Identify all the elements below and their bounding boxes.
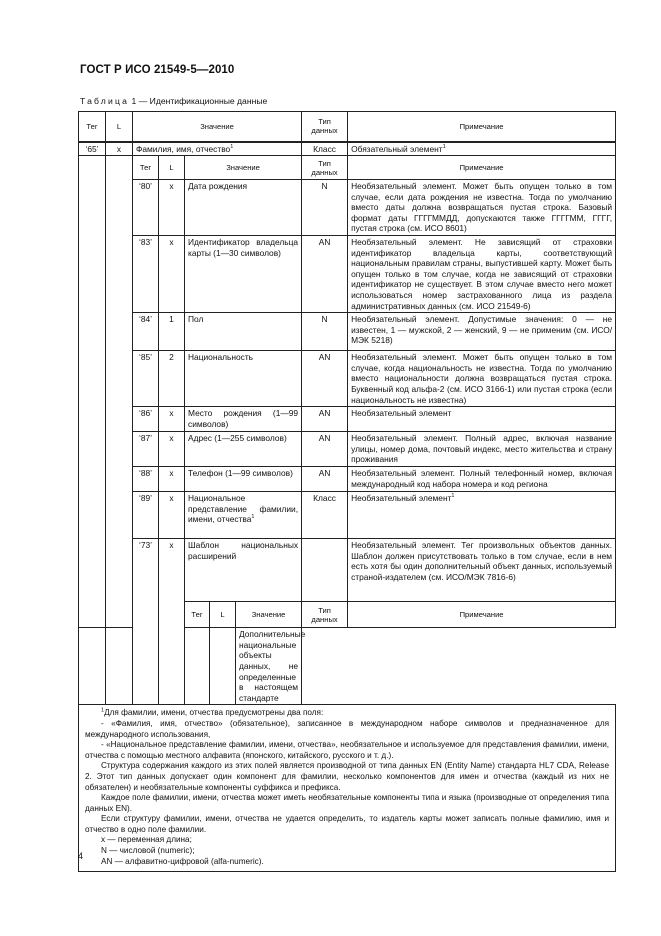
row-tag: ‘88’ <box>133 467 159 492</box>
table-row <box>79 313 616 351</box>
row-len: x <box>159 432 185 467</box>
row-len: x <box>159 236 185 313</box>
nested-header-type: Тип данных <box>302 156 348 180</box>
row-type: AN <box>302 432 348 467</box>
inner-header-value: Значение <box>236 602 302 628</box>
header-value: Значение <box>133 112 302 142</box>
table-header-row <box>79 112 616 142</box>
footnote-line: Для фамилии, имени, отчества предусмотрены два поля: <box>104 708 324 718</box>
row-note <box>348 492 616 539</box>
inner-header-tag: Тег <box>185 602 210 628</box>
header-type: Тип данных <box>302 112 348 142</box>
row-tag: ‘86’ <box>133 407 159 432</box>
row-tag: ‘80’ <box>133 180 159 236</box>
row-value: Телефон (1—99 символов) <box>185 467 302 492</box>
footnote-text: AN — алфавитно-цифровой (alfa-numeric). <box>101 856 264 866</box>
row-len: x <box>159 467 185 492</box>
row-value: Дата рождения <box>185 180 302 236</box>
row-note: Необязательный элемент. Тег произвольных объектов данных. Шаблон должен присутствовать только в том случае, если в нем есть хотя бы один дополнительный объект данных, используемый страной-издателем (см. ИСО/МЭК 7816-6) <box>348 539 616 602</box>
footnote-text: N — числовой (numeric); <box>101 846 195 856</box>
nested-header-row <box>79 156 616 180</box>
table-row <box>79 407 616 432</box>
header-note: Примечание <box>348 112 616 142</box>
table-row <box>79 467 616 492</box>
footnote-ref: 1 <box>451 493 455 500</box>
table-row <box>79 180 616 236</box>
row-note: Необязательный элемент. Полный адрес, включая название улицы, номер дома, почтовый индекс, место жительства и страну проживания <box>348 432 616 467</box>
row-note: Необязательный элемент. Не зависящий от страховки идентификатор владельца карты, соответствующий национальным правилам страны, выпустившей карту. Может быть опущен только в том случае, когда не зависящий от страховки идентификатор не существует. В этом случае вместо него может использоваться номер застрахованного лица из раздела административных данных (см. ИСО 21549-6) <box>348 236 616 313</box>
footnote-text: Каждое поле фамилии, имени, отчества может иметь необязательные компоненты типа и языка (производные от определения типа данных EN). <box>85 793 610 813</box>
row-value-text: Национальное представление фамилии, имени, отчества <box>188 493 299 525</box>
footnote-mark: 1 <box>101 707 105 714</box>
row-type: AN <box>302 467 348 492</box>
row-type: AN <box>302 407 348 432</box>
nested-header-len: L <box>159 156 185 180</box>
row-type: Класс <box>302 142 348 156</box>
row-type: Класс <box>302 492 348 539</box>
row-tag: ‘83’ <box>133 236 159 313</box>
row-type: AN <box>302 351 348 407</box>
row-tag: ‘85’ <box>133 351 159 407</box>
row-value: Пол <box>185 313 302 351</box>
row-value-text: Фамилия, имя, отчество <box>136 143 231 154</box>
row-tag: ‘73’ <box>133 539 159 705</box>
row-type <box>302 539 348 602</box>
table-row <box>79 142 616 156</box>
row-value: Место рождения (1—99 символов) <box>185 407 302 432</box>
inner-header-note: Примечание <box>348 602 616 628</box>
row-note <box>348 142 616 156</box>
table-caption-label: Таблица <box>80 96 130 106</box>
outer-indent-cell <box>79 156 106 628</box>
nested-header-value: Значение <box>185 156 302 180</box>
row-type: N <box>302 180 348 236</box>
table-row <box>79 492 616 539</box>
row-tag: ‘87’ <box>133 432 159 467</box>
row-note: Необязательный элемент <box>348 407 616 432</box>
row-value <box>133 142 302 156</box>
table-row <box>79 432 616 467</box>
row-tag: ‘65’ <box>79 142 106 156</box>
row-note: Дополнительные национальные объекты данных, не определенные в настоящем стандарте <box>236 628 302 705</box>
table-row <box>79 236 616 313</box>
empty-cell <box>106 628 133 705</box>
row-value: Идентификатор владельца карты (1—30 символов) <box>185 236 302 313</box>
row-type: N <box>302 313 348 351</box>
row-note-text: Обязательный элемент <box>351 143 443 154</box>
row-note: Необязательный элемент. Может быть опущен только в том случае, когда национальность не известна. Тогда по умолчанию вместо национальности должна возвращаться пустая строка. Буквенный код альфа-2 (см. ИСО 3166-1) или пустая строка (если национальность не известна) <box>348 351 616 407</box>
inner-header-len: L <box>210 602 236 628</box>
nested-header-tag: Тег <box>133 156 159 180</box>
empty-cell <box>185 628 210 705</box>
row-note: Необязательный элемент. Допустимые значения: 0 — не известен, 1 — мужской, 2 — женский, 9 — не применим (см. ИСО/МЭК 5218) <box>348 313 616 351</box>
row-len: 2 <box>159 351 185 407</box>
table-row <box>79 539 616 602</box>
footnote-ref: 1 <box>442 143 446 150</box>
row-len: x <box>159 539 185 705</box>
row-value: Шаблон национальных расширений <box>185 539 302 602</box>
row-len: x <box>159 180 185 236</box>
page-number: 4 <box>78 851 84 861</box>
outer-indent-cell <box>106 156 133 628</box>
header-len: L <box>106 112 133 142</box>
inner-header-type: Тип данных <box>302 602 348 628</box>
footnotes-row <box>79 705 616 872</box>
footnote-text <box>85 708 609 719</box>
nested-header-note: Примечание <box>348 156 616 180</box>
footnote-text: Структура содержания каждого из этих полей является производной от типа данных EN (Entity Name) стандарта HL7 CDA, Release 2. Этот тип данных допускает один компонент для фамилии, несколько компонентов для имен и отчества (каждый из них не обязателен) и необязательные компоненты суффикса и префикса. <box>85 761 610 792</box>
footnote-text: x — переменная длина; <box>101 835 192 845</box>
row-value: Национальность <box>185 351 302 407</box>
row-tag: ‘84’ <box>133 313 159 351</box>
footnote-text: - «Национальное представление фамилии, имени, отчества», необязательное и используемое для представления фамилии, имени, отчества с помощью местного алфавита (японского, китайского, русского и т. д.). <box>85 740 610 760</box>
table-caption-text: 1 — Идентификационные данные <box>129 96 268 106</box>
empty-cell <box>210 628 236 705</box>
row-len: x <box>159 492 185 539</box>
row-note: Необязательный элемент. Может быть опущен только в том случае, если дата рождения не известна. Тогда по умолчанию вместо даты должна возвращаться пустая строка. Базовый формат даты ГГГГММДД, допускаются также ГГГГММ, ГГГГ, пустая строка (см. ИСО 8601) <box>348 180 616 236</box>
table-row <box>79 351 616 407</box>
row-note: Необязательный элемент. Полный телефонный номер, включая международный код набора номера и код региона <box>348 467 616 492</box>
row-tag: ‘89’ <box>133 492 159 539</box>
row-value <box>185 492 302 539</box>
empty-cell <box>79 628 106 705</box>
row-len: x <box>106 142 133 156</box>
row-note-text: Необязательный элемент <box>351 493 452 504</box>
row-len: x <box>159 407 185 432</box>
table-caption <box>80 96 267 106</box>
row-value: Адрес (1—255 символов) <box>185 432 302 467</box>
footnote-text: Если структуру фамилии, имени, отчества не удается определить, то издатель карты может записать полные фамилию, имя и отчество в одно поле фамилии. <box>85 814 610 834</box>
footnote-text: - «Фамилия, имя, отчество» (обязательное), записанное в международном наборе символов и предназначенное для международного использования, <box>85 718 610 739</box>
footnote-ref: 1 <box>251 514 255 521</box>
footnote-ref: 1 <box>230 143 234 150</box>
row-type: AN <box>302 236 348 313</box>
row-len: 1 <box>159 313 185 351</box>
document-title: ГОСТ Р ИСО 21549-5—2010 <box>80 64 235 76</box>
footnotes <box>79 705 616 872</box>
header-tag: Тег <box>79 112 106 142</box>
identification-data-table <box>78 111 616 872</box>
